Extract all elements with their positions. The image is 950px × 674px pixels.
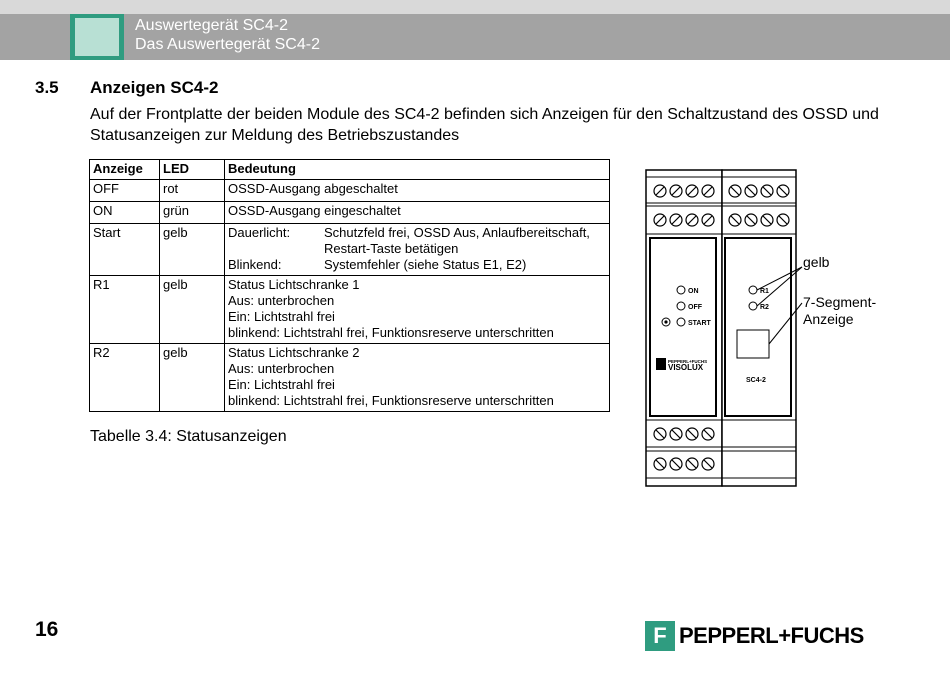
column-header-led: LED [160,160,225,180]
table-row [90,344,610,412]
table-row [90,202,610,224]
intro-paragraph: Auf der Frontplatte der beiden Module des SC4-2 befinden sich Anzeigen für den Schaltzustand des OSSD und Statusanzeigen zur Meldung des Betriebszustandes [90,106,879,144]
cell-led: rot [160,180,225,202]
led-r2-icon [749,302,757,310]
led-label-start: START [688,320,711,327]
bedeutung-line: Ein: Lichtstrahl frei [228,377,335,392]
cell-led: grün [160,202,225,224]
cell-bedeutung [225,344,610,412]
led-off-icon [677,302,685,310]
led-on-icon [677,286,685,294]
cell-anzeige: R2 [90,344,160,412]
table-row [90,224,610,276]
bedeutung-line: Aus: unterbrochen [228,361,335,376]
status-table [89,159,610,412]
definition-list [228,225,606,273]
table-row [90,180,610,202]
table-row [90,276,610,344]
led-label-r2: R2 [760,304,769,311]
brand-visolux: VISOLUX [668,363,704,372]
blinkend-label: Blinkend: [228,257,282,272]
cell-led: gelb [160,276,225,344]
right-front-panel [725,238,791,416]
logo-text: PEPPERL+FUCHS [679,623,864,648]
header-title [135,16,320,54]
cell-anzeige: R1 [90,276,160,344]
table-header-row [90,160,610,180]
bedeutung-line: Status Lichtschranke 1 [228,277,360,292]
header-accent-square [70,14,124,60]
top-strip [0,0,950,14]
led-label-r1: R1 [760,288,769,295]
bedeutung-line: Aus: unterbrochen [228,293,335,308]
cell-bedeutung: OSSD-Ausgang eingeschaltet [225,202,610,224]
brand-small: PEPPERL+FUCHS [668,359,708,364]
column-header-bedeutung: Bedeutung [225,160,610,180]
bedeutung-line: blinkend: Lichtstrahl frei, Funktionsreserve unterschritten [228,325,554,340]
dauerlicht-text: Schutzfeld frei, OSSD Aus, Anlaufbereitschaft, Restart-Taste betätigen [324,225,590,256]
cell-anzeige: Start [90,224,160,276]
cell-anzeige: OFF [90,180,160,202]
bedeutung-line: Status Lichtschranke 2 [228,345,360,360]
model-label: SC4-2 [746,377,766,384]
callout-segment-line2: Anzeige [803,311,854,327]
table-caption: Tabelle 3.4: Statusanzeigen [90,428,287,445]
section-number: 3.5 [35,78,59,97]
logo-mark-icon: F [645,621,675,651]
device-illustration [640,160,900,492]
cell-led: gelb [160,224,225,276]
cell-bedeutung: OSSD-Ausgang abgeschaltet [225,180,610,202]
dauerlicht-label: Dauerlicht: [228,225,291,240]
cell-bedeutung [225,276,610,344]
led-r1-icon [749,286,757,294]
bedeutung-line: Ein: Lichtstrahl frei [228,309,335,324]
cell-led: gelb [160,344,225,412]
blinkend-text: Systemfehler (siehe Status E1, E2) [324,257,527,272]
section-title: Anzeigen SC4-2 [90,78,219,97]
header-accent-inner [75,18,119,56]
company-logo [645,621,864,651]
header-line-1: Auswertegerät SC4-2 [135,17,288,34]
left-front-panel [650,238,716,416]
page-number: 16 [35,618,59,641]
header-line-2: Das Auswertegerät SC4-2 [135,36,320,53]
led-label-off: OFF [688,304,702,311]
brand-logo-icon [656,358,666,370]
column-header-anzeige: Anzeige [90,160,160,180]
led-start-icon [677,318,685,326]
cell-anzeige: ON [90,202,160,224]
bedeutung-line: blinkend: Lichtstrahl frei, Funktionsreserve unterschritten [228,393,554,408]
callout-gelb: gelb [803,254,830,270]
start-button-center-icon [664,320,667,323]
cell-bedeutung [225,224,610,276]
led-label-on: ON [688,288,699,295]
seven-segment-display [737,330,769,358]
callout-segment-line1: 7-Segment- [803,294,877,310]
